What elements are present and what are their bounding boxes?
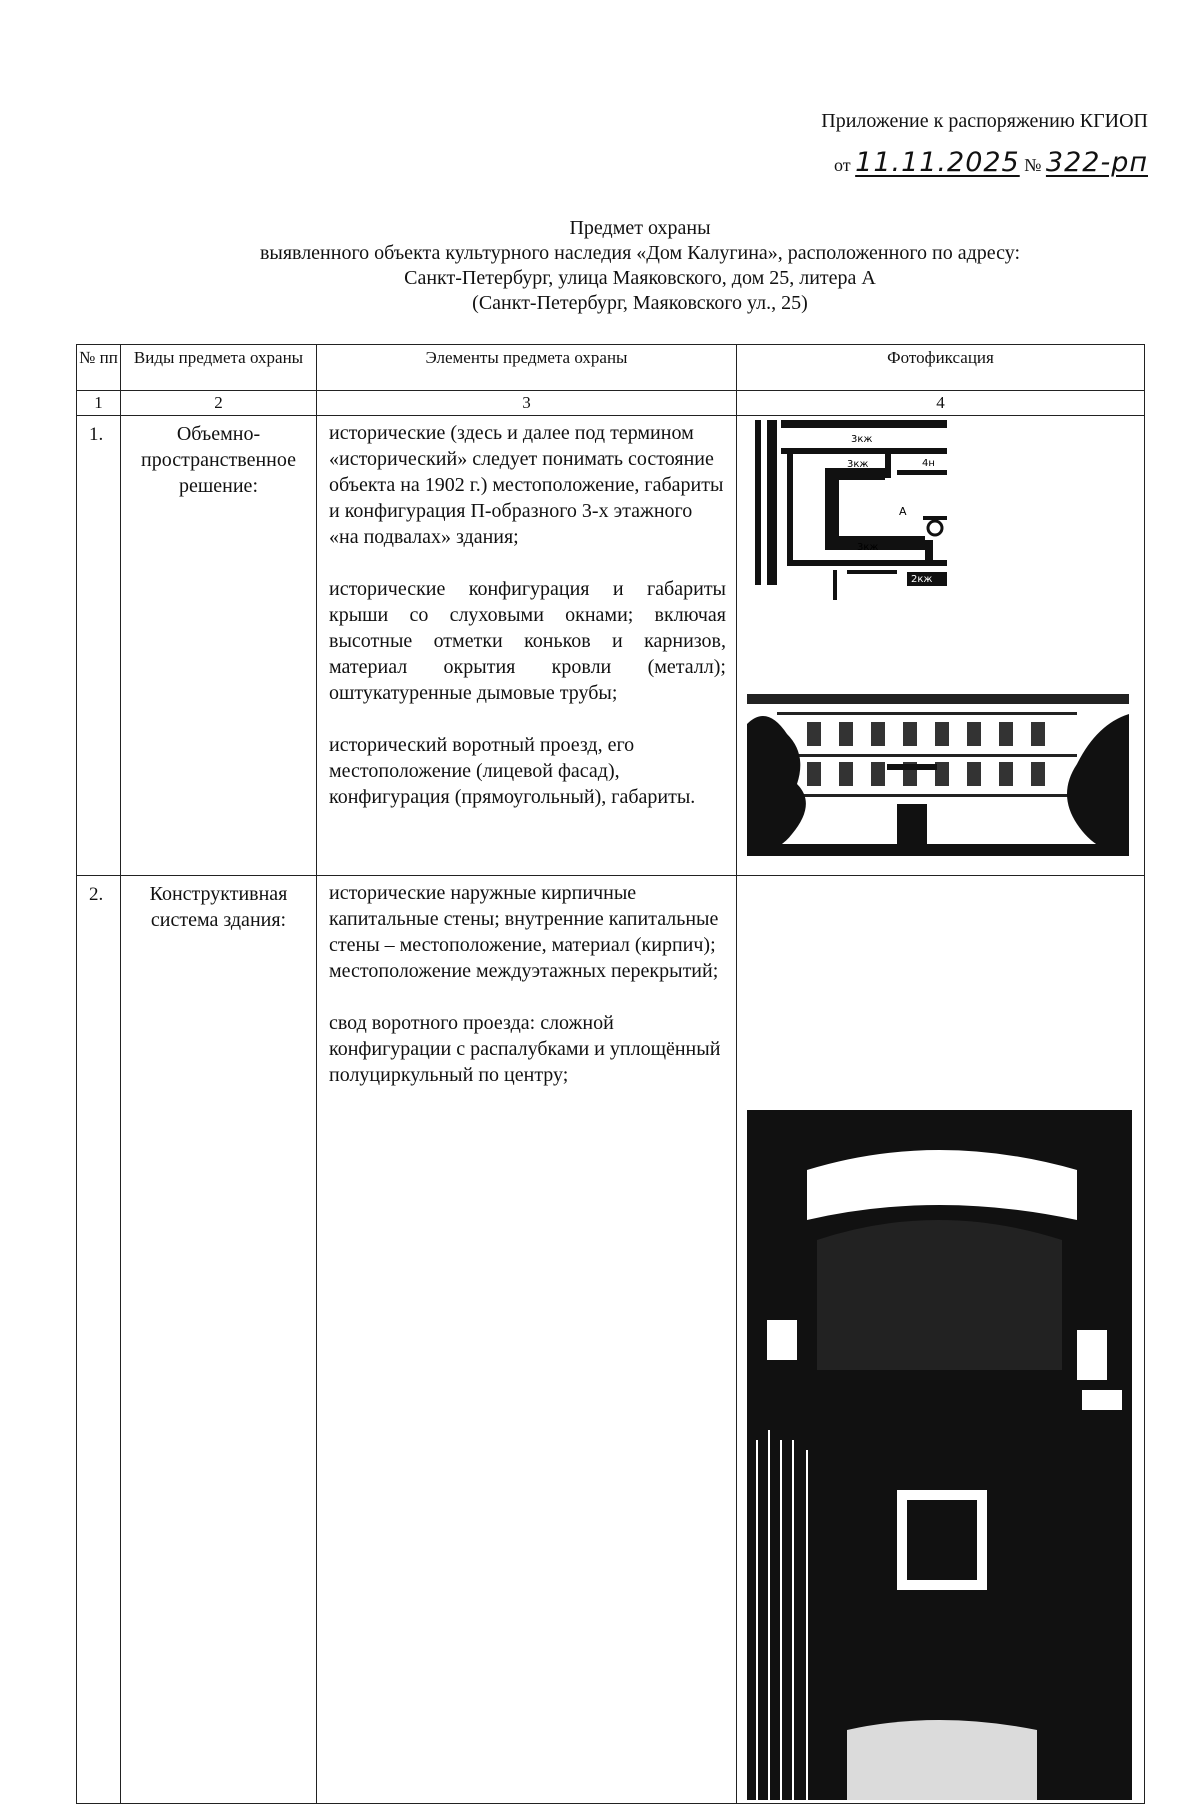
title-line-2: выявленного объекта культурного наследия «Дом Калугина», расположенного по адресу: [259,242,1021,264]
facade-photo [747,694,1129,856]
element-text: свод воротного проезда: сложной конфигурации с распалубками и уплощённый полуциркульный по центру; [329,1012,721,1086]
row-number: 1. [77,416,121,876]
order-number: 322-рп [1045,147,1148,178]
appendix-caption: Приложение к распоряжению КГИОП [821,110,1148,132]
title-line-4: (Санкт-Петербург, Маяковского ул., 25) [472,292,808,314]
site-plan-image [747,420,947,604]
row-number: 2. [77,876,121,1804]
order-date: 11.11.2025 [855,147,1020,178]
document-header [788,110,1148,178]
column-number: 3 [317,391,737,416]
plan-label: 3кж [847,459,869,470]
element-text: исторический воротный проезд, его местоположение (лицевой фасад), конфигурация (прямоугольный), габариты. [329,734,696,808]
document-title [160,216,1120,316]
title-line-3: Санкт-Петербург, улица Маяковского, дом 25, литера А [404,267,876,289]
order-prefix: от [834,155,851,175]
plan-label: 4н [922,458,935,469]
row-kind: Конструктивная система здания: [121,876,317,1804]
protection-table [76,344,1145,1804]
row-photos [737,876,1145,1804]
number-sign: № [1024,155,1042,175]
header-photo: Фотофиксация [737,345,1145,391]
table-row [77,876,1145,1804]
header-elements: Элементы предмета охраны [317,345,737,391]
plan-label: А [899,505,907,518]
element-text: исторические наружные кирпичные капитальные стены; внутренние капитальные стены – местоположение, материал (кирпич); местоположение междуэтажных перекрытий; [329,882,719,982]
plan-label: 3кж [851,434,873,445]
row-elements [317,416,737,876]
title-line-1: Предмет охраны [569,217,711,239]
element-text: исторические конфигурация и габариты крыши со слуховыми окнами; включая высотные отметки коньков и карнизов, материал окрытия кровли (металл); оштукатуренные дымовые трубы; [329,578,726,704]
order-reference [788,147,1148,178]
column-number: 4 [737,391,1145,416]
row-elements [317,876,737,1804]
header-kind: Виды предмета охраны [121,345,317,391]
plan-label: 2кж [911,574,933,585]
row-kind: Объемно-пространственное решение: [121,416,317,876]
column-number: 2 [121,391,317,416]
element-text: исторические (здесь и далее под термином «исторический» следует понимать состояние объекта на 1902 г.) местоположение, габариты и конфигурация П-образного 3-х этажного «на подвалах» здания; [329,422,724,548]
table-row [77,416,1145,876]
column-number: 1 [77,391,121,416]
row-photos [737,416,1145,876]
header-num: № пп [77,345,121,391]
plan-label: 3кж [857,542,879,553]
